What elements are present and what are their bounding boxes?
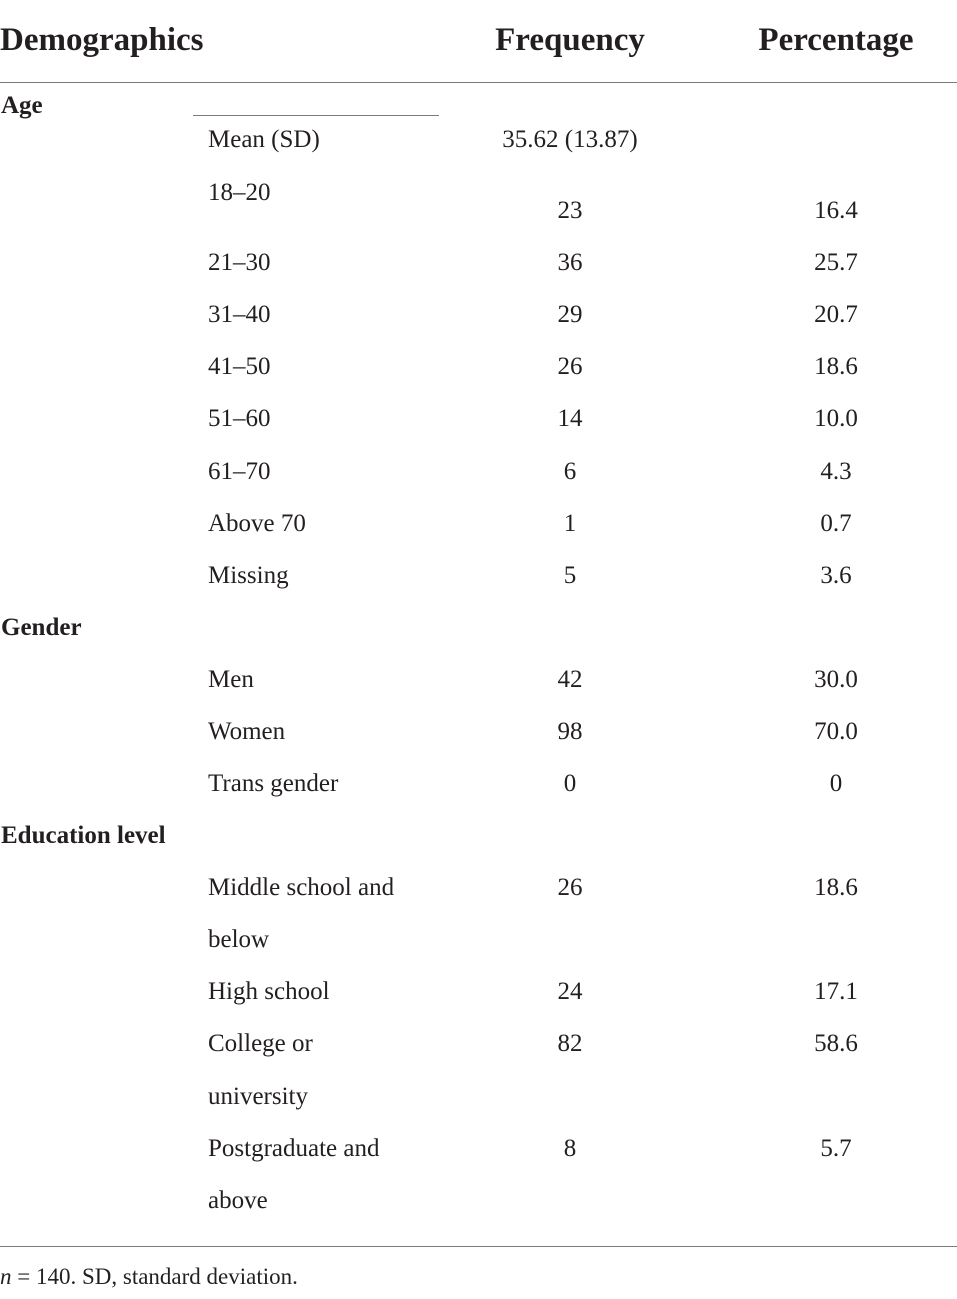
- age-row-percentage: 20.7: [814, 301, 858, 328]
- education-row-label: Postgraduate and: [208, 1135, 380, 1162]
- education-row-label: College or: [208, 1030, 313, 1057]
- bottom-rule: [0, 1246, 957, 1247]
- education-row-percentage: 18.6: [814, 874, 858, 901]
- footnote-text: = 140. SD, standard deviation.: [11, 1264, 298, 1289]
- education-row-label-continued: above: [208, 1187, 268, 1214]
- gender-row-frequency: 0: [563, 770, 577, 797]
- section-gender-title: Gender: [1, 614, 82, 641]
- section-age-title: Age: [1, 92, 43, 119]
- education-row-label-continued: university: [208, 1083, 308, 1110]
- age-row-frequency: 23: [557, 197, 583, 224]
- age-row-label: Above 70: [208, 510, 306, 537]
- education-row-frequency: 82: [557, 1030, 583, 1057]
- age-row-label: 41–50: [208, 353, 271, 380]
- age-row-label: 21–30: [208, 249, 271, 276]
- age-row-frequency: 26: [557, 353, 583, 380]
- age-row-percentage: 18.6: [814, 353, 858, 380]
- table-footnote: [0, 1262, 298, 1292]
- education-row-percentage: 17.1: [814, 978, 858, 1005]
- education-row-label: High school: [208, 978, 330, 1005]
- section-education-title: Education level: [1, 822, 166, 849]
- age-subrule: [193, 115, 439, 116]
- gender-row-percentage: 0: [829, 770, 843, 797]
- education-row-label-continued: below: [208, 926, 270, 953]
- education-row-frequency: 8: [563, 1135, 577, 1162]
- age-row-label: 61–70: [208, 458, 271, 485]
- footnote-n-symbol: n: [0, 1264, 12, 1289]
- age-row-frequency: 5: [563, 562, 577, 589]
- age-row-frequency: 14: [557, 405, 583, 432]
- age-row-percentage: 4.3: [820, 458, 852, 485]
- age-row-frequency: 6: [563, 458, 577, 485]
- age-row-frequency: 36: [557, 249, 583, 276]
- gender-row-frequency: 98: [557, 718, 583, 745]
- gender-row-percentage: 70.0: [814, 718, 858, 745]
- age-row-frequency: 1: [563, 510, 577, 537]
- education-row-percentage: 58.6: [814, 1030, 858, 1057]
- education-row-frequency: 26: [557, 874, 583, 901]
- gender-row-label: Men: [208, 666, 254, 693]
- education-row-frequency: 24: [557, 978, 583, 1005]
- gender-row-label: Women: [208, 718, 286, 745]
- education-row-percentage: 5.7: [820, 1135, 852, 1162]
- age-row-label: Missing: [208, 562, 289, 589]
- gender-row-frequency: 42: [557, 666, 583, 693]
- age-row-label: 51–60: [208, 405, 271, 432]
- header-percentage: Percentage: [758, 22, 914, 58]
- header-frequency: Frequency: [495, 22, 645, 58]
- gender-row-label: Trans gender: [208, 770, 339, 797]
- education-row-label: Middle school and: [208, 874, 395, 901]
- age-row-percentage: 16.4: [814, 197, 858, 224]
- age-mean-label: Mean (SD): [208, 126, 320, 153]
- gender-row-percentage: 30.0: [814, 666, 858, 693]
- age-row-frequency: 29: [557, 301, 583, 328]
- age-mean-value: 35.62 (13.87): [502, 126, 638, 153]
- age-row-percentage: 0.7: [820, 510, 852, 537]
- age-row-percentage: 25.7: [814, 249, 858, 276]
- age-row-label: 31–40: [208, 301, 271, 328]
- age-row-label: 18–20: [208, 179, 271, 206]
- age-row-percentage: 10.0: [814, 405, 858, 432]
- age-row-percentage: 3.6: [820, 562, 852, 589]
- header-demographics: Demographics: [0, 22, 204, 58]
- top-rule: [0, 82, 957, 83]
